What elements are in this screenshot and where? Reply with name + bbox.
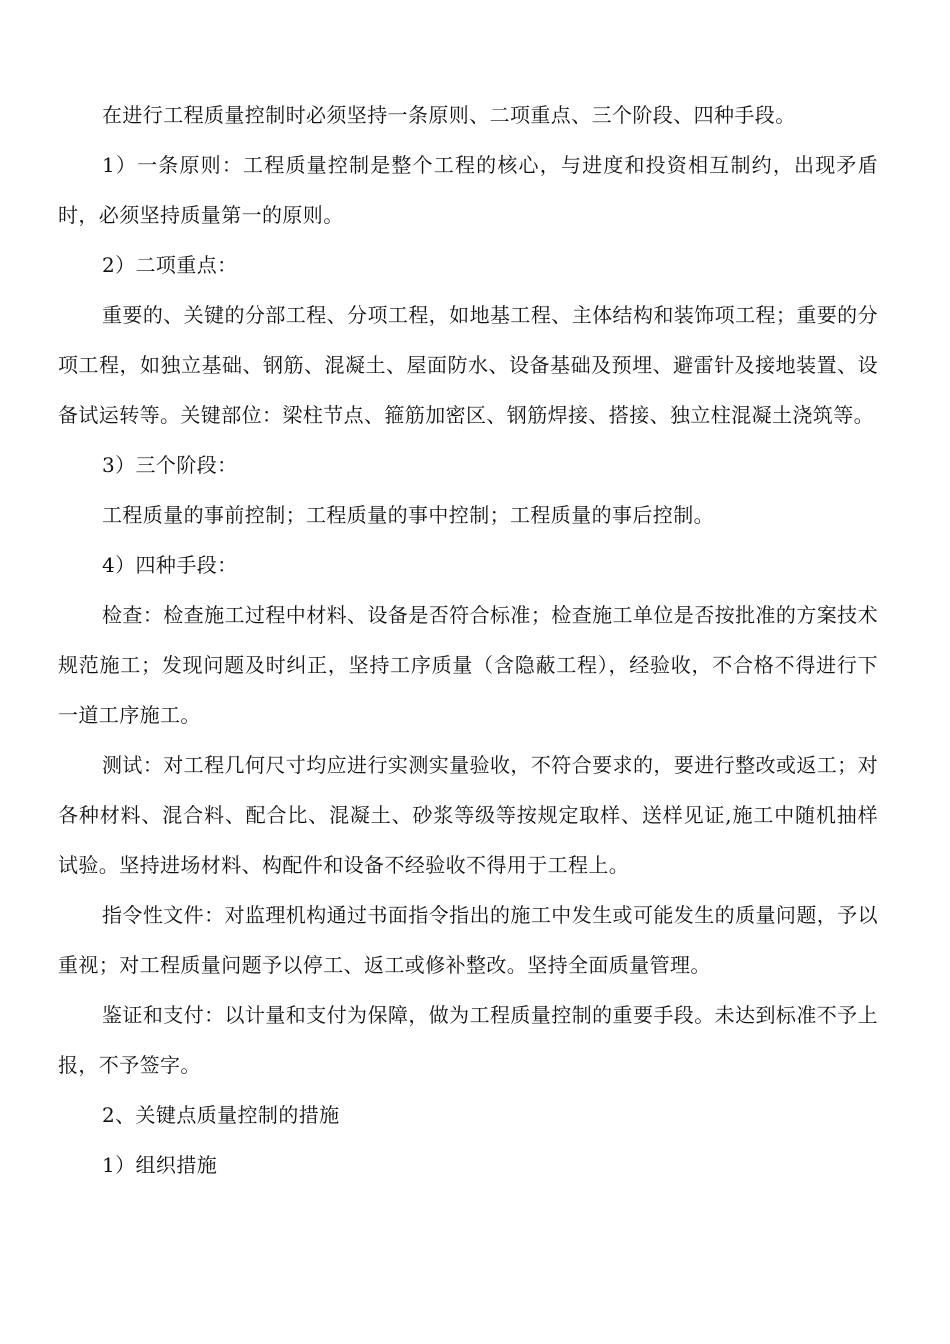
principle-paragraph: 1）一条原则：工程质量控制是整个工程的核心，与进度和投资相互制约，出现矛盾时，必须坚持质量第一的原则。 [58, 153, 878, 227]
document-body [58, 90, 878, 1190]
payment-paragraph: 鉴证和支付：以计量和支付为保障，做为工程质量控制的重要手段。未达到标准不予上报，不予签字。 [58, 1003, 878, 1077]
section-heading: 2、关键点质量控制的措施 [102, 1103, 340, 1127]
testing-paragraph: 测试：对工程几何尺寸均应进行实测实量验收，不符合要求的，要进行整改或返工；对各种材料、混合料、配合比、混凝土、砂浆等级等按规定取样、送样见证,施工中随机抽样试验。坚持进场材料、构配件和设备不经验收不得用于工程上。 [58, 753, 878, 877]
key-points-heading: 2）二项重点： [102, 253, 238, 277]
subsection-heading: 1）组织措施 [102, 1153, 218, 1177]
key-points-paragraph: 重要的、关键的分部工程、分项工程，如地基工程、主体结构和装饰项工程；重要的分项工程，如独立基础、钢筋、混凝土、屋面防水、设备基础及预埋、避雷针及接地装置、设备试运转等。关键部位：梁柱节点、箍筋加密区、钢筋焊接、搭接、独立柱混凝土浇筑等。 [58, 303, 878, 427]
stages-heading: 3）三个阶段： [102, 453, 238, 477]
directive-paragraph: 指令性文件：对监理机构通过书面指令指出的施工中发生或可能发生的质量问题，予以重视；对工程质量问题予以停工、返工或修补整改。坚持全面质量管理。 [58, 903, 878, 977]
stages-paragraph: 工程质量的事前控制；工程质量的事中控制；工程质量的事后控制。 [102, 503, 714, 527]
methods-heading: 4）四种手段： [102, 553, 238, 577]
inspection-paragraph: 检查：检查施工过程中材料、设备是否符合标准；检查施工单位是否按批准的方案技术规范施工；发现问题及时纠正，坚持工序质量（含隐蔽工程），经验收，不合格不得进行下一道工序施工。 [58, 603, 878, 727]
intro-paragraph: 在进行工程质量控制时必须坚持一条原则、二项重点、三个阶段、四种手段。 [102, 103, 796, 127]
